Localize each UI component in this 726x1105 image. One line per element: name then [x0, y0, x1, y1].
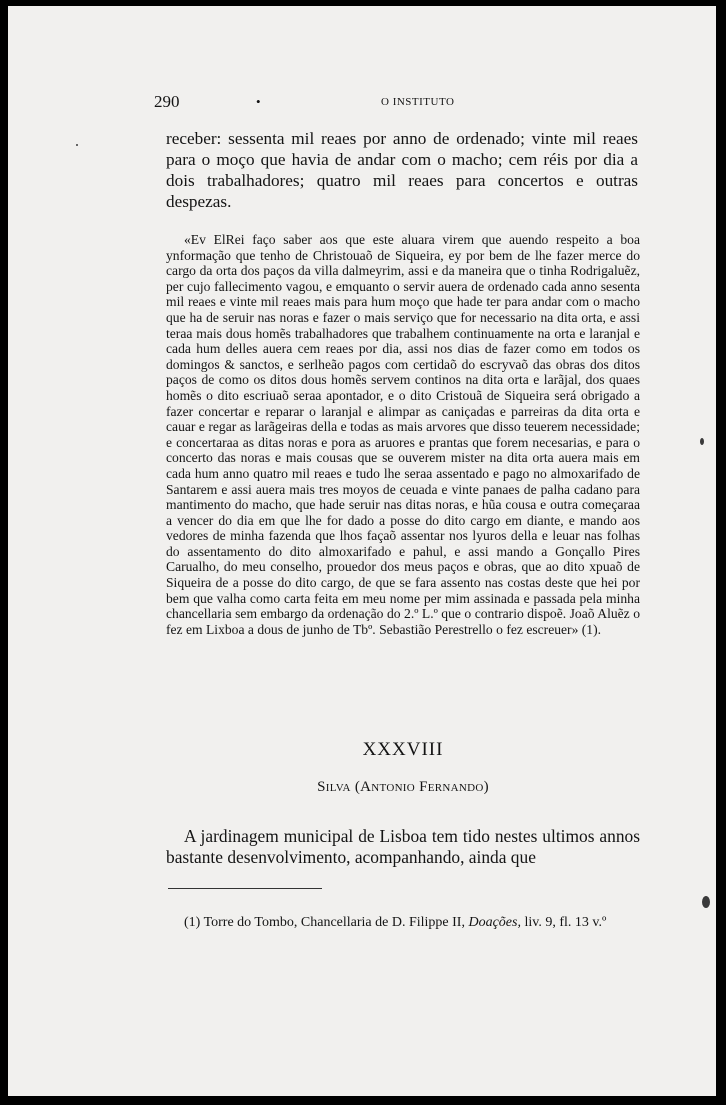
opening-text: A jardinagem municipal de Lisboa tem tido nestes ultimos annos bastante desenvolvimento, acompanhando, ainda que	[166, 826, 640, 867]
continuation-paragraph	[166, 128, 638, 212]
section-title: Silva (Antonio Fernando)	[317, 779, 489, 795]
scan-speck	[76, 144, 78, 146]
continuation-text: receber: sessenta mil reaes por anno de ordenado; vinte mil reaes para o moço que havia de andar com o macho; cem réis por dia a dois trabalhadores; quatro mil reaes para concertos e outras despezas.	[166, 129, 638, 211]
scan-speck	[702, 896, 710, 908]
running-title: O INSTITUTO	[381, 96, 455, 108]
section-opening-paragraph	[166, 826, 640, 868]
section-number: XXXVIII	[362, 739, 444, 760]
footnote-italic: Doações,	[468, 915, 521, 930]
scan-speck	[700, 438, 704, 445]
header-separator: •	[256, 94, 261, 109]
scanned-page	[8, 6, 716, 1096]
footnote-lead: (1) Torre do Tombo, Chancellaria de D. Filippe II,	[184, 915, 465, 930]
footnote-rule	[168, 888, 322, 889]
alvara-quotation	[166, 232, 640, 637]
page-number: 290	[154, 92, 180, 111]
footnote	[166, 913, 640, 932]
alvara-text: «Ev ElRei faço saber aos que este aluara virem que auendo respeito a boa ynformação que tenho de Christouaõ de Siqueira, ey por bem de lhe fazer merce do cargo da orta dos paços da villa dalmeyrim, assi e da maneira que o tinha Rodrigaluẽz, per cujo fallecimento vagou, e emquanto o servir auera de ordenado cada anno sesenta mil reaes e vinte mil reaes mais para hum moço que hade ter para andar com o macho que ha de seruir nas noras e fazer o mais serviço que for necessario na dita orta, e assi teraa mais dous homẽs trabalhadores que trabalhem continuamente na orta e laranjal e cada hum delles auera cem reaes por dia, assi nos dias de fazer como em todos os domingos & sanctos, e serlheão pagos com certidaõ do escryvaõ das obras dos ditos paços de como os ditos dous homẽs servem continos na dita orta e larãjal, dos quaes homẽs o dito escriuaõ seraa apontador, e o dito Cristouã de Siqueira será obrigado a fazer concertar e reparar o laranjal e alimpar as caniçadas e parreiras da dita orta e cauar e regar as larãgeiras della e todas as mais arvores que disso teuerem necessidade; e concertaraa as ditas noras e pora as aruores e prantas que forem necesarias, e para o concerto das noras e mais cousas que se ouverem mister na dita orta auera mais em cada hum anno quatro mil reaes e tudo lhe seraa assentado e pago no almoxarifado de Santarem e assi auera mais tres moyos de ceuada e vinte panaes de palha cadano para mantimento do macho, que hade seruir nas ditas noras, e hũa cousa e outra começaraa a vencer do dia em que lhe for dado a posse do dito cargo em diante, e mando aos vedores de minha fazenda que lhos façaõ assentar nos lyuros della e leuar nas folhas do assentamento do dito almoxarifado e pahul, e assi mando a Gonçallo Pires Carualho, do meu conselho, prouedor dos meus paços e obras, que ao dito xpuaõ de Siqueira de a posse do dito cargo, de que se fara assento nas costas deste que hei por bem que valha como carta feita em meu nome per mim assinada e passada pela minha chancellaria sem embargo da ordenação do 2.º L.º que o contrario dispoẽ. Joaõ Aluẽz o fez em Lixboa a dous de junho de Tbº. Sebastião Perestrello o fez escreuer» (1).	[166, 232, 640, 637]
footnote-text	[166, 913, 640, 932]
footnote-tail: liv. 9, fl. 13 v.º	[524, 915, 607, 930]
